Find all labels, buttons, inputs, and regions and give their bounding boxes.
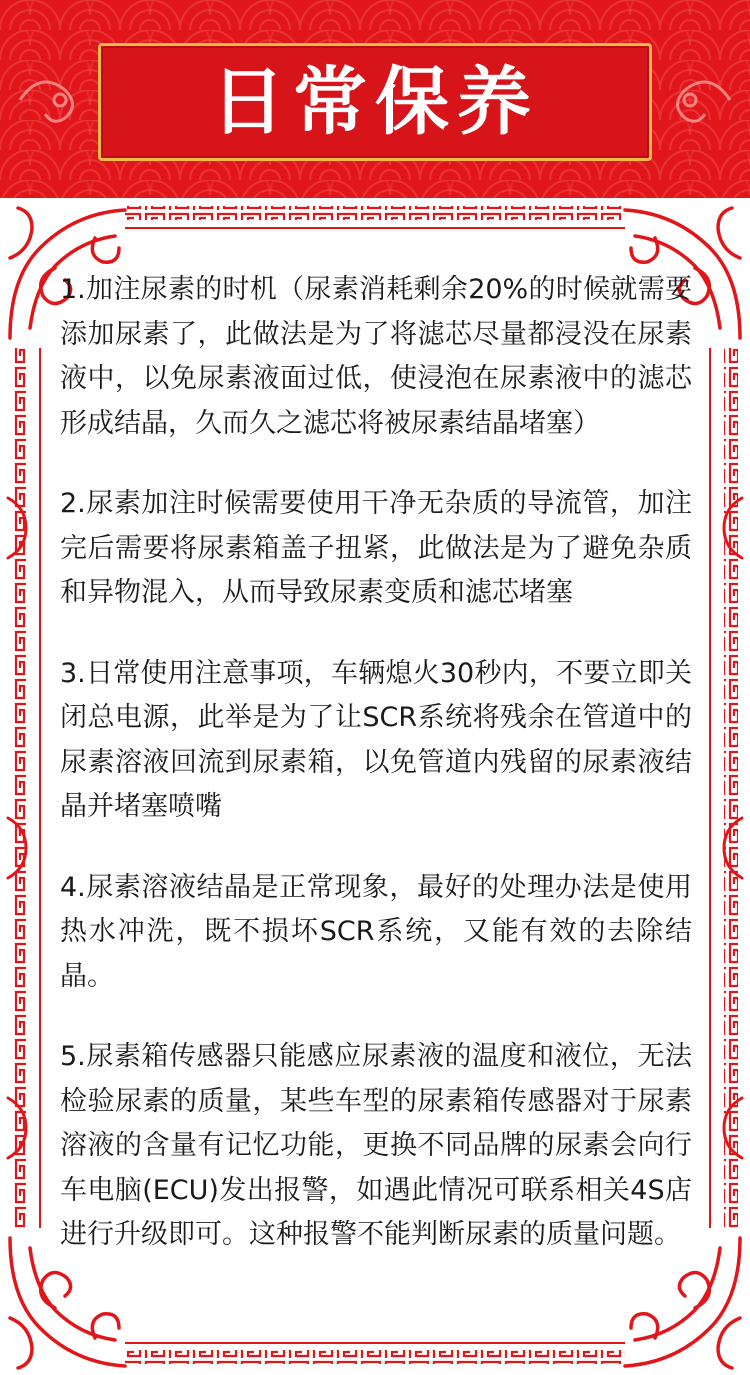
content-list — [60, 268, 692, 1294]
title-box — [98, 43, 652, 161]
list-item: 2.尿素加注时候需要使用干净无杂质的导流管，加注完后需要将尿素箱盖子扭紧，此做法是为了避免杂质和异物混入，从而导致尿素变质和滤芯堵塞 — [60, 488, 692, 608]
page-title: 日常保养 — [211, 59, 539, 145]
list-item: 1.加注尿素的时机（尿素消耗剩余20%的时候就需要添加尿素了，此做法是为了将滤芯尽量都浸没在尿素液中，以免尿素液面过低，使浸泡在尿素液中的滤芯形成结晶，久而久之滤芯将被尿素结晶堵塞） — [60, 274, 692, 439]
header-banner — [0, 0, 750, 198]
list-item: 5.尿素箱传感器只能感应尿素液的温度和液位，无法检验尿素的质量，某些车型的尿素箱传感器对于尿素溶液的含量有记忆功能，更换不同品牌的尿素会向行车电脑(ECU)发出报警，如遇此情况可联系相关4S店进行升级即可。这种报警不能判断尿素的质量问题。 — [60, 1041, 692, 1250]
list-item: 4.尿素溶液结晶是正常现象，最好的处理办法是使用热水冲洗，既不损坏SCR系统，又能有效的去除结晶。 — [60, 871, 692, 992]
list-item: 3.日常使用注意事项，车辆熄火30秒内，不要立即关闭总电源，此举是为了让SCR系统将残余在管道中的尿素溶液回流到尿素箱，以免管道内残留的尿素液结晶并堵塞喷嘴 — [60, 657, 692, 822]
